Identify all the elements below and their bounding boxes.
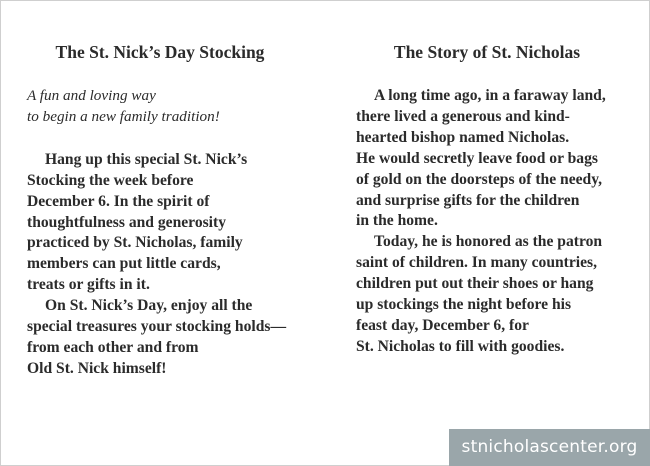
tagline-line: A fun and loving way <box>27 87 156 104</box>
text-line: there lived a generous and kind- <box>356 107 570 125</box>
text-line: St. Nicholas to fill with goodies. <box>356 337 565 355</box>
story-text <box>356 86 624 358</box>
text-line: of gold on the doorsteps of the needy, <box>356 170 603 188</box>
text-line: up stockings the night before his <box>356 296 572 314</box>
text-line: children put out their shoes or hang <box>356 275 594 293</box>
text-line: feast day, December 6, for <box>356 316 529 334</box>
text-line: members can put little cards, <box>27 255 221 273</box>
text-line: Stocking the week before <box>27 171 194 189</box>
story-title: The Story of St. Nicholas <box>393 42 581 62</box>
text-line: On St. Nick’s Day, enjoy all the <box>45 297 253 315</box>
text-line: from each other and from <box>27 338 199 356</box>
text-line: in the home. <box>356 212 438 230</box>
story-column <box>356 38 624 358</box>
text-line: and surprise gifts for the children <box>356 191 580 209</box>
text-line: treats or gifts in it. <box>27 276 150 294</box>
text-line: practiced by St. Nicholas, family <box>27 234 243 252</box>
text-line: hearted bishop named Nicholas. <box>356 128 570 146</box>
tagline-line: to begin a new family tradition! <box>27 107 220 125</box>
text-line: special treasures your stocking holds— <box>27 318 287 336</box>
text-line: Hang up this special St. Nick’s <box>45 150 248 168</box>
stocking-text <box>27 150 317 380</box>
stocking-tagline <box>27 86 317 128</box>
text-line: saint of children. In many countries, <box>356 254 598 272</box>
text-line: Old St. Nick himself! <box>27 359 167 377</box>
text-line: He would secretly leave food or bags <box>356 149 598 167</box>
site-watermark: stnicholascenter.org <box>449 429 650 466</box>
stocking-title: The St. Nick’s Day Stocking <box>55 42 265 62</box>
text-line: December 6. In the spirit of <box>27 192 210 210</box>
stocking-column <box>27 38 317 380</box>
text-line: A long time ago, in a faraway land, <box>374 87 606 104</box>
text-line: Today, he is honored as the patron <box>374 233 603 251</box>
text-line: thoughtfulness and generosity <box>27 213 227 231</box>
